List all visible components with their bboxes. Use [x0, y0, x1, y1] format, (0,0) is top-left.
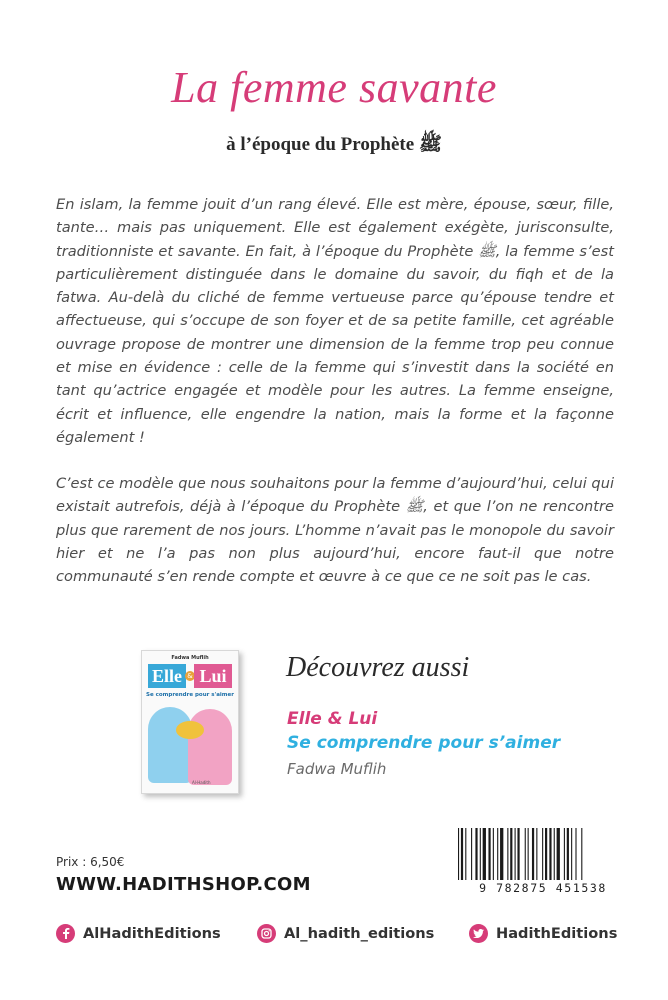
website-link[interactable]: WWW.HADITHSHOP.COM — [56, 874, 311, 895]
social-instagram[interactable] — [257, 922, 434, 944]
facebook-handle: AlHadithEditions — [83, 924, 221, 942]
cover-title-lui: Lui — [194, 664, 232, 688]
instagram-handle: Al_hadith_editions — [284, 924, 435, 942]
cover-publisher: Al-Hadith — [192, 780, 211, 785]
related-book-title: Elle & Lui — [287, 709, 378, 729]
instagram-icon — [257, 924, 276, 943]
related-book-author: Fadwa Muflih — [287, 760, 387, 778]
isbn-barcode — [456, 828, 630, 880]
cover-silhouette-man — [148, 707, 192, 783]
cover-title-elle: Elle — [148, 664, 186, 688]
related-book-subtitle: Se comprendre pour s’aimer — [287, 733, 561, 753]
cover-subtitle: Se comprendre pour s'aimer — [146, 692, 234, 698]
cover-title-amp: & — [185, 671, 195, 681]
book-title: La femme savante — [171, 63, 497, 112]
cover-author: Fadwa Muflih — [171, 655, 209, 661]
cover-flower-illustration — [176, 721, 204, 739]
description-paragraph-1: En islam, la femme jouit d’un rang élevé. Elle est mère, épouse, sœur, fille, tante… mais pas uniquement. Elle est également exégète, jurisconsulte, traditionniste et savante. En fait, à l’époque du Prophète ﷺ, la femme s’est particulièrement distinguée dans le domaine du savoir, du fiqh et de la fatwa. Au-delà du cliché de femme vertueuse parce qu’épouse tendre et affectueuse, qui s’occupe de son foyer et de sa petite famille, cet agréable ouvrage propose de montrer une dimension de la femme trop peu connue et mise en évidence : celle de la femme qui s’investit dans la société en tant qu’actrice engagée et modèle pour les autres. La femme enseigne, écrit et influence, elle engendre la nation, mais la forme et la façonne également ! — [56, 196, 614, 446]
social-twitter[interactable] — [469, 922, 617, 944]
price-label: Prix : 6,50€ — [56, 855, 125, 869]
social-facebook[interactable] — [56, 922, 221, 944]
isbn-number: 9 782875 451538 — [479, 881, 607, 895]
description-paragraph-2: C’est ce modèle que nous souhaitons pour la femme d’aujourd’hui, celui qui existait autrefois, déjà à l’époque du Prophète ﷺ, et que l’on ne rencontre plus que rarement de nos jours. L’homme n’avait pas le monopole du savoir hier et ne l’a pas non plus aujourd’hui, encore faut-il que notre communauté s’en rende compte et œuvre à ce que ce ne soit pas le cas. — [56, 475, 614, 586]
discover-heading: Découvrez aussi — [286, 652, 470, 683]
book-subtitle: à l’époque du Prophète ﷺ — [226, 134, 442, 155]
twitter-handle: HadithEditions — [496, 924, 618, 942]
cover-silhouette-woman — [188, 709, 232, 785]
twitter-icon — [469, 924, 488, 943]
related-book-cover — [141, 650, 239, 794]
facebook-icon — [56, 924, 75, 943]
